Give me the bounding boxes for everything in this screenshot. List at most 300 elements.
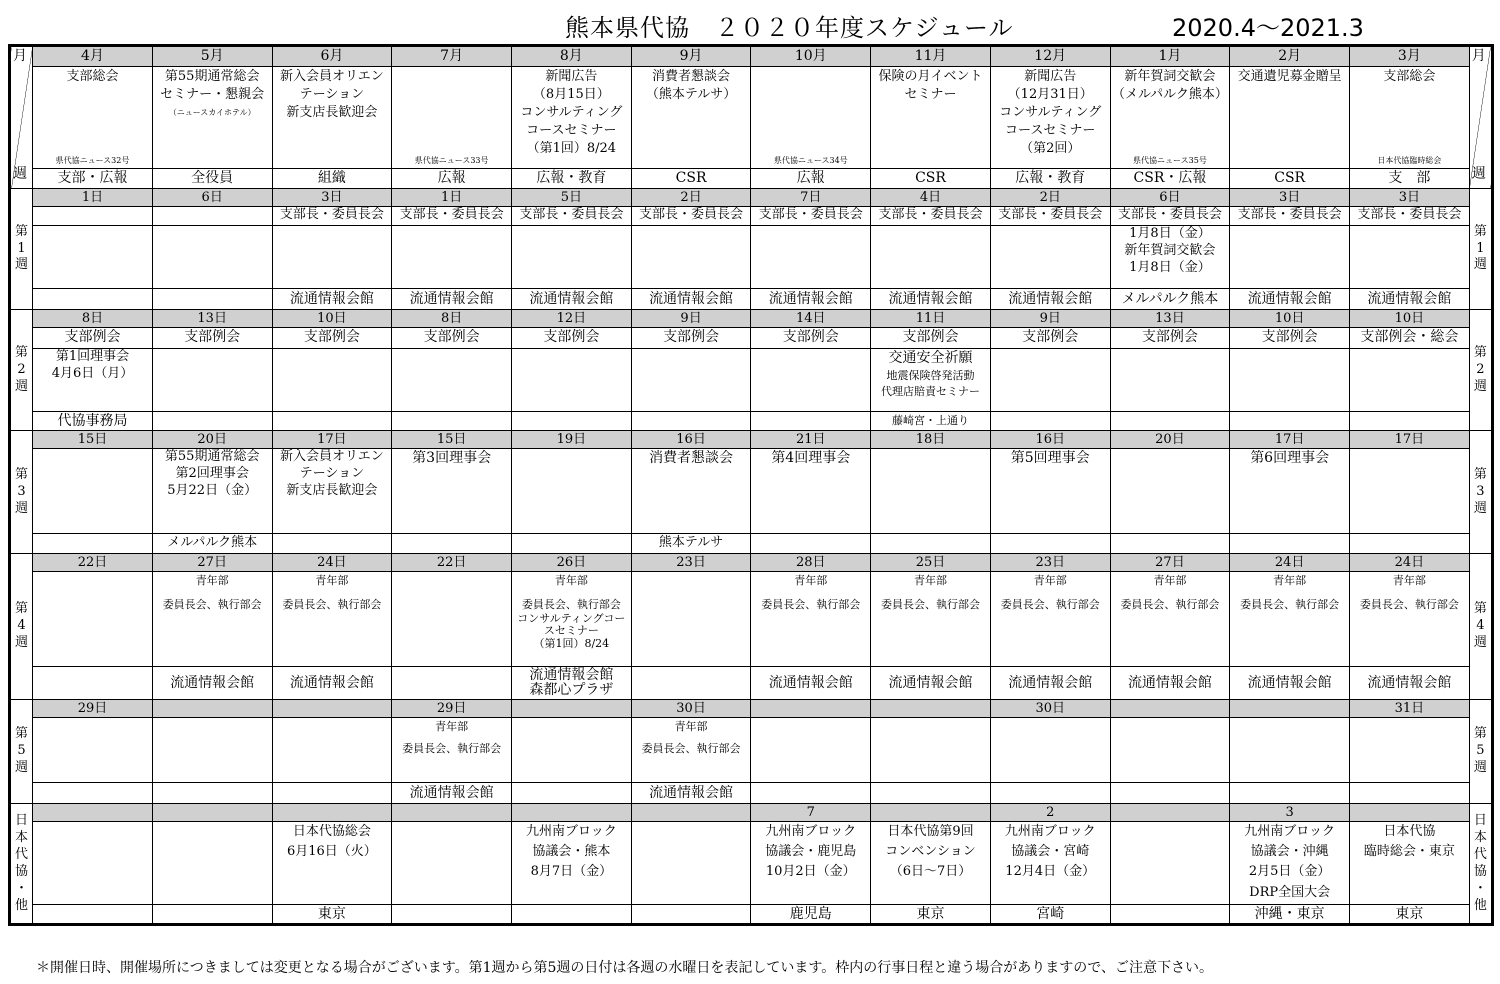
week1-date: 2日 — [990, 189, 1110, 207]
week2-cell: 支部例会 — [751, 328, 871, 349]
week5-cell — [1230, 783, 1350, 804]
week2-venue — [1110, 412, 1230, 431]
aug-seminar-line: スセミナー — [543, 624, 599, 638]
week1-cell: 支部長・委員長会 — [392, 207, 512, 226]
youth-label: 青年部 — [1153, 574, 1187, 588]
week2-cell — [511, 349, 631, 412]
week3-may-note — [152, 449, 272, 534]
other-event-cell — [871, 822, 991, 905]
other-venue: 宮崎 — [990, 905, 1110, 925]
annual-event-cell — [33, 67, 153, 169]
week5-cell — [33, 718, 153, 783]
week4-label-left-char: 4 — [17, 618, 26, 634]
week3-label-left-char: 第 — [15, 466, 29, 482]
month-header: 1月 — [1110, 46, 1230, 67]
week4-cell — [631, 572, 751, 667]
week2-nov-line: 代理店賠責セミナー — [881, 385, 980, 399]
other-event-line: 九州南ブロック — [1244, 824, 1336, 840]
other-cell — [152, 822, 272, 905]
week5-cell — [511, 783, 631, 804]
category-cell: 組織 — [272, 169, 392, 189]
week5-youth-cell — [392, 718, 512, 783]
schedule-table — [8, 44, 1494, 926]
committee-label: 委員長会、執行部会 — [881, 598, 980, 612]
week1-cell — [511, 226, 631, 289]
other-event-cell — [990, 822, 1110, 905]
youth-label: 青年部 — [195, 574, 229, 588]
week4-youth-cell — [990, 572, 1110, 667]
week1-venue: 流通情報会館 — [272, 289, 392, 310]
week3-label-right-char: 第 — [1473, 466, 1487, 482]
week4-label-left-char: 週 — [15, 635, 29, 651]
week1-cell — [272, 226, 392, 289]
week4-venue-row — [10, 667, 1493, 700]
week1-cell — [631, 226, 751, 289]
week3-venue — [511, 534, 631, 554]
newsletter-note: 県代協ニュース34号 — [773, 155, 848, 165]
week4-venue: 流通情報会館 — [272, 667, 392, 700]
week3-venue — [751, 534, 871, 554]
other-label-left-char: 日 — [15, 813, 29, 829]
week1-label-right-char: 第 — [1473, 223, 1487, 239]
committee-label: 委員長会、執行部会 — [1000, 598, 1100, 612]
other-venue: 東京 — [871, 905, 991, 925]
other-event-row — [10, 822, 1493, 905]
week2-label-right — [1469, 310, 1492, 431]
week1-cell — [33, 226, 153, 289]
week2-cell: 支部例会 — [1110, 328, 1230, 349]
week2-label-right-char: 第 — [1473, 344, 1487, 360]
week2-nov-line: 交通安全祈願 — [888, 350, 973, 366]
week3-jun-note — [272, 449, 392, 534]
week1-jan-note — [1110, 226, 1230, 289]
annual-event-cell — [1350, 67, 1470, 169]
week1-date: 1日 — [392, 189, 512, 207]
annual-event-line: 新聞広告 — [1024, 69, 1077, 84]
week1-label-right-char: 1 — [1476, 240, 1485, 256]
other-label-right — [1469, 804, 1492, 925]
youth-label: 青年部 — [554, 574, 588, 588]
other-event-line: 10月2日（金） — [765, 864, 856, 880]
week2-venue — [631, 412, 751, 431]
week2-nov-note — [871, 349, 991, 412]
week4-youth-cell — [871, 572, 991, 667]
week2-cell: 支部例会 — [152, 328, 272, 349]
week2-label-left-char: 2 — [17, 361, 26, 377]
week1-venue: 流通情報会館 — [751, 289, 871, 310]
week3-label-left-char: 週 — [15, 500, 29, 516]
other-venue — [511, 905, 631, 925]
page-header — [0, 4, 1500, 40]
youth-label: 青年部 — [1033, 574, 1067, 588]
week4-youth-cell — [1230, 572, 1350, 667]
week3-date: 20日 — [152, 431, 272, 449]
week1-venue: 流通情報会館 — [871, 289, 991, 310]
week4-venue-line: 森都心プラザ — [529, 682, 614, 699]
week5-label-left — [10, 700, 33, 804]
week3-date: 15日 — [33, 431, 153, 449]
week1-jan-note-line: 1月8日（金） — [1129, 226, 1211, 241]
week2-venue-row — [10, 412, 1493, 431]
week2-cell — [392, 349, 512, 412]
newsletter-note: 県代協ニュース35号 — [1133, 155, 1207, 165]
week3-note-row — [10, 449, 1493, 534]
week1-date: 3日 — [1230, 189, 1350, 207]
other-event-line: 日本代協総会 — [292, 824, 371, 840]
other-event-line: 協議会・鹿児島 — [765, 844, 857, 860]
annual-event-line: コースセミナー — [1005, 122, 1096, 138]
annual-event-line: テーション — [299, 86, 365, 102]
week4-venue — [631, 667, 751, 700]
committee-label: 委員長会、執行部会 — [402, 742, 502, 756]
week5-cell — [1230, 718, 1350, 783]
week2-date: 8日 — [392, 310, 512, 328]
week1-date: 3日 — [272, 189, 392, 207]
week4-date: 24日 — [272, 554, 392, 572]
youth-label: 青年部 — [435, 720, 469, 734]
week1-jan-note-line: 1月8日（金） — [1129, 259, 1211, 275]
other-event-line: コンベンション — [885, 844, 976, 860]
week4-date: 26日 — [511, 554, 631, 572]
week4-cell — [33, 572, 153, 667]
week4-note-row — [10, 572, 1493, 667]
week5-cell — [1110, 718, 1230, 783]
week4-cell — [392, 572, 512, 667]
week2-cell — [1230, 349, 1350, 412]
category-cell: 広報 — [392, 169, 512, 189]
category-cell: 広報 — [751, 169, 871, 189]
week1-venue: 流通情報会館 — [631, 289, 751, 310]
annual-event-cell — [511, 67, 631, 169]
week2-date: 13日 — [1110, 310, 1230, 328]
week1-meeting-row — [10, 207, 1493, 226]
month-header: 10月 — [751, 46, 871, 67]
other-date — [1350, 804, 1470, 822]
week3-date: 17日 — [1350, 431, 1470, 449]
week2-label-left-char: 第 — [15, 344, 29, 360]
week2-cell: 支部例会・総会 — [1350, 328, 1470, 349]
other-date — [871, 804, 991, 822]
week3-venue: メルパルク熊本 — [152, 534, 272, 554]
week3-venue — [1230, 534, 1350, 554]
other-label-right-char: ・ — [1473, 880, 1487, 896]
other-label-right-char: 他 — [1473, 897, 1487, 913]
week5-label-left-char: 5 — [17, 743, 26, 759]
week5-date — [871, 700, 991, 718]
annual-event-cell — [1110, 67, 1230, 169]
week1-cell: 支部長・委員長会 — [751, 207, 871, 226]
category-cell: 支部・広報 — [33, 169, 153, 189]
other-date — [631, 804, 751, 822]
week1-cell — [751, 226, 871, 289]
week1-date: 3日 — [1350, 189, 1470, 207]
youth-label: 青年部 — [914, 574, 947, 588]
aug-seminar-line: （第1回）8/24 — [533, 637, 610, 651]
week4-date: 22日 — [33, 554, 153, 572]
committee-label: 委員長会、執行部会 — [761, 598, 861, 612]
annual-event-line: （第2回） — [1020, 140, 1081, 156]
month-header: 8月 — [511, 46, 631, 67]
week4-date-row — [10, 554, 1493, 572]
month-header: 9月 — [631, 46, 751, 67]
other-label-left-char: 代 — [15, 846, 29, 862]
other-date: 3 — [1230, 804, 1350, 822]
month-label-right — [1469, 46, 1492, 189]
month-header: 11月 — [871, 46, 991, 67]
annual-event-cell — [1230, 67, 1350, 169]
week3-date: 19日 — [511, 431, 631, 449]
week3-venue — [1110, 534, 1230, 554]
week5-cell — [272, 718, 392, 783]
week3-cell: 第6回理事会 — [1230, 449, 1350, 534]
week3-jun-note-line: 新支店長歓迎会 — [286, 482, 378, 498]
week1-label-left-char: 1 — [17, 240, 26, 256]
week1-cell: 支部長・委員長会 — [511, 207, 631, 226]
week1-cell: 支部長・委員長会 — [990, 207, 1110, 226]
week2-venue: 代協事務局 — [33, 412, 153, 431]
category-cell: CSR — [871, 169, 991, 189]
other-venue — [33, 905, 153, 925]
week5-date — [751, 700, 871, 718]
other-event-line: （6日～7日） — [889, 864, 972, 880]
annual-event-line: 交通遺児募金贈呈 — [1237, 69, 1342, 84]
other-cell — [1110, 822, 1230, 905]
week5-cell — [1350, 718, 1470, 783]
week1-venue: 流通情報会館 — [1350, 289, 1470, 310]
week4-venue: 流通情報会館 — [990, 667, 1110, 700]
week1-venue: 流通情報会館 — [1230, 289, 1350, 310]
week3-label-right-char: 週 — [1473, 500, 1487, 516]
week4-date: 24日 — [1230, 554, 1350, 572]
category-cell: 支 部 — [1350, 169, 1470, 189]
week3-date: 15日 — [392, 431, 512, 449]
week1-note-row — [10, 226, 1493, 289]
week2-cell — [1110, 349, 1230, 412]
week1-venue: 流通情報会館 — [392, 289, 512, 310]
week2-meeting-row — [10, 328, 1493, 349]
annual-events-row — [10, 67, 1493, 169]
week3-date: 16日 — [990, 431, 1110, 449]
week5-note-row — [10, 718, 1493, 783]
week1-date: 5日 — [511, 189, 631, 207]
week5-date: 29日 — [392, 700, 512, 718]
week2-venue — [990, 412, 1110, 431]
week2-apr-note — [33, 349, 153, 412]
week3-cell: 第4回理事会 — [751, 449, 871, 534]
week2-cell — [751, 349, 871, 412]
week2-apr-note-line: 4月6日（月） — [51, 365, 134, 381]
category-cell: 広報・教育 — [511, 169, 631, 189]
week3-label-right-char: 3 — [1476, 483, 1485, 499]
week2-venue — [152, 412, 272, 431]
other-event-cell — [1230, 822, 1350, 905]
annual-event-line: セミナー・懇親会 — [160, 86, 265, 102]
week5-cell — [152, 718, 272, 783]
week1-date: 1日 — [33, 189, 153, 207]
week4-label-left-char: 第 — [15, 601, 29, 617]
week4-youth-cell — [1350, 572, 1470, 667]
month-label: 月 — [13, 48, 27, 64]
week5-label-right-char: 5 — [1476, 743, 1485, 759]
week2-label-right-char: 週 — [1473, 378, 1487, 394]
week2-venue — [1350, 412, 1470, 431]
other-venue — [152, 905, 272, 925]
other-label-left-char: 他 — [15, 897, 29, 913]
week1-cell: 支部長・委員長会 — [871, 207, 991, 226]
annual-event-cell — [392, 67, 512, 169]
week1-date: 2日 — [631, 189, 751, 207]
week4-label-right — [1469, 554, 1492, 700]
week3-venue — [990, 534, 1110, 554]
other-venue: 鹿児島 — [751, 905, 871, 925]
youth-label: 青年部 — [1273, 574, 1307, 588]
week4-youth-cell — [272, 572, 392, 667]
week2-date: 14日 — [751, 310, 871, 328]
week2-cell: 支部例会 — [1230, 328, 1350, 349]
week1-cell — [990, 226, 1110, 289]
youth-label: 青年部 — [1392, 574, 1426, 588]
annual-event-line: コンサルティング — [520, 104, 623, 120]
other-cell — [631, 822, 751, 905]
other-event-line: 日本代協 — [1383, 824, 1436, 840]
other-event-cell — [1350, 822, 1470, 905]
week5-cell — [152, 783, 272, 804]
other-event-cell — [751, 822, 871, 905]
week3-venue — [1350, 534, 1470, 554]
week2-nov-line: 地震保険啓発活動 — [886, 369, 975, 383]
week-label: 週 — [13, 166, 27, 183]
week1-cell — [152, 207, 272, 226]
week2-cell: 支部例会 — [392, 328, 512, 349]
week5-date — [272, 700, 392, 718]
annual-event-line: （第1回）8/24 — [526, 140, 617, 156]
week1-date: 6日 — [1110, 189, 1230, 207]
week4-date: 23日 — [631, 554, 751, 572]
annual-event-line: 新支店長歓迎会 — [286, 104, 378, 120]
week1-label-right — [1469, 189, 1492, 310]
annual-event-line: 第55期通常総会 — [164, 69, 260, 84]
week5-cell — [511, 718, 631, 783]
month-header: 12月 — [990, 46, 1110, 67]
other-date — [272, 804, 392, 822]
venue-note: （ニュースカイホテル） — [168, 107, 256, 117]
week1-cell — [152, 226, 272, 289]
week1-label-left — [10, 189, 33, 310]
week5-label-left-char: 週 — [15, 760, 29, 776]
week3-cell — [1350, 449, 1470, 534]
month-header: 6月 — [272, 46, 392, 67]
week1-cell: 支部長・委員長会 — [631, 207, 751, 226]
committee-label: 委員長会、執行部会 — [162, 598, 262, 612]
annual-event-line: 新年賀詞交歓会 — [1124, 69, 1216, 84]
week5-date: 30日 — [631, 700, 751, 718]
week4-venue: 流通情報会館 — [1110, 667, 1230, 700]
week4-venue: 流通情報会館 — [1350, 667, 1470, 700]
other-label-right-char: 代 — [1473, 846, 1487, 862]
week2-venue — [272, 412, 392, 431]
week5-cell — [871, 783, 991, 804]
youth-label: 青年部 — [794, 574, 828, 588]
week3-may-note-line: 第2回理事会 — [175, 466, 249, 482]
week5-cell — [990, 718, 1110, 783]
week5-cell — [1350, 783, 1470, 804]
annual-event-cell — [152, 67, 272, 169]
week3-jun-note-line: テーション — [299, 466, 365, 482]
week1-cell: 支部長・委員長会 — [1110, 207, 1230, 226]
category-cell: CSR・広報 — [1110, 169, 1230, 189]
week5-label-right — [1469, 700, 1492, 804]
other-label-left-char: ・ — [15, 880, 29, 896]
week1-cell: 支部長・委員長会 — [1350, 207, 1470, 226]
week4-venue: 流通情報会館 — [1230, 667, 1350, 700]
week2-cell: 支部例会 — [871, 328, 991, 349]
other-venue: 東京 — [1350, 905, 1470, 925]
category-cell: CSR — [1230, 169, 1350, 189]
week1-venue — [33, 289, 153, 310]
week2-venue — [511, 412, 631, 431]
week4-youth-cell — [511, 572, 631, 667]
annual-event-line: コースセミナー — [526, 122, 617, 138]
other-label-right-char: 本 — [1473, 830, 1487, 845]
committee-label: 委員長会、執行部会 — [1240, 598, 1340, 612]
annual-event-line: 支部総会 — [1383, 69, 1436, 84]
week3-cell — [33, 449, 153, 534]
other-event-line: 九州南ブロック — [765, 824, 857, 840]
annual-event-cell — [990, 67, 1110, 169]
week1-venue — [152, 289, 272, 310]
other-date-row — [10, 804, 1493, 822]
week2-cell — [631, 349, 751, 412]
other-event-line: 協議会・熊本 — [532, 844, 611, 860]
week5-date-row — [10, 700, 1493, 718]
other-cell — [392, 822, 512, 905]
week4-date: 24日 — [1350, 554, 1470, 572]
week3-date: 16日 — [631, 431, 751, 449]
other-cell — [33, 822, 153, 905]
week3-cell — [511, 449, 631, 534]
other-event-cell — [272, 822, 392, 905]
annual-event-line: （熊本テルサ） — [645, 86, 737, 102]
other-label-right-char: 協 — [1473, 863, 1487, 879]
week1-cell — [871, 226, 991, 289]
week5-venue-row — [10, 783, 1493, 804]
week1-date: 6日 — [152, 189, 272, 207]
other-event-line: 6月16日（火） — [286, 844, 377, 860]
other-venue: 東京 — [272, 905, 392, 925]
week2-date: 11日 — [871, 310, 991, 328]
week4-youth-cell — [751, 572, 871, 667]
week4-venue: 流通情報会館 — [152, 667, 272, 700]
week5-label-right-char: 週 — [1473, 760, 1487, 776]
week3-label-left-char: 3 — [17, 483, 26, 499]
week1-cell — [33, 207, 153, 226]
week3-jun-note-line: 新入会員オリエン — [280, 449, 384, 465]
week5-cell — [751, 718, 871, 783]
other-venue — [631, 905, 751, 925]
other-event-line: 日本代協第9回 — [887, 824, 974, 840]
committee-label: 委員長会、執行部会 — [282, 598, 382, 612]
week2-cell — [990, 349, 1110, 412]
week5-date: 31日 — [1350, 700, 1470, 718]
week5-date — [511, 700, 631, 718]
week1-cell — [392, 226, 512, 289]
week2-venue — [392, 412, 512, 431]
category-row — [10, 169, 1493, 189]
week2-label-left-char: 週 — [15, 378, 29, 394]
aug-seminar-line: コンサルティングコー — [517, 611, 626, 625]
week3-date: 17日 — [272, 431, 392, 449]
week5-date: 30日 — [990, 700, 1110, 718]
